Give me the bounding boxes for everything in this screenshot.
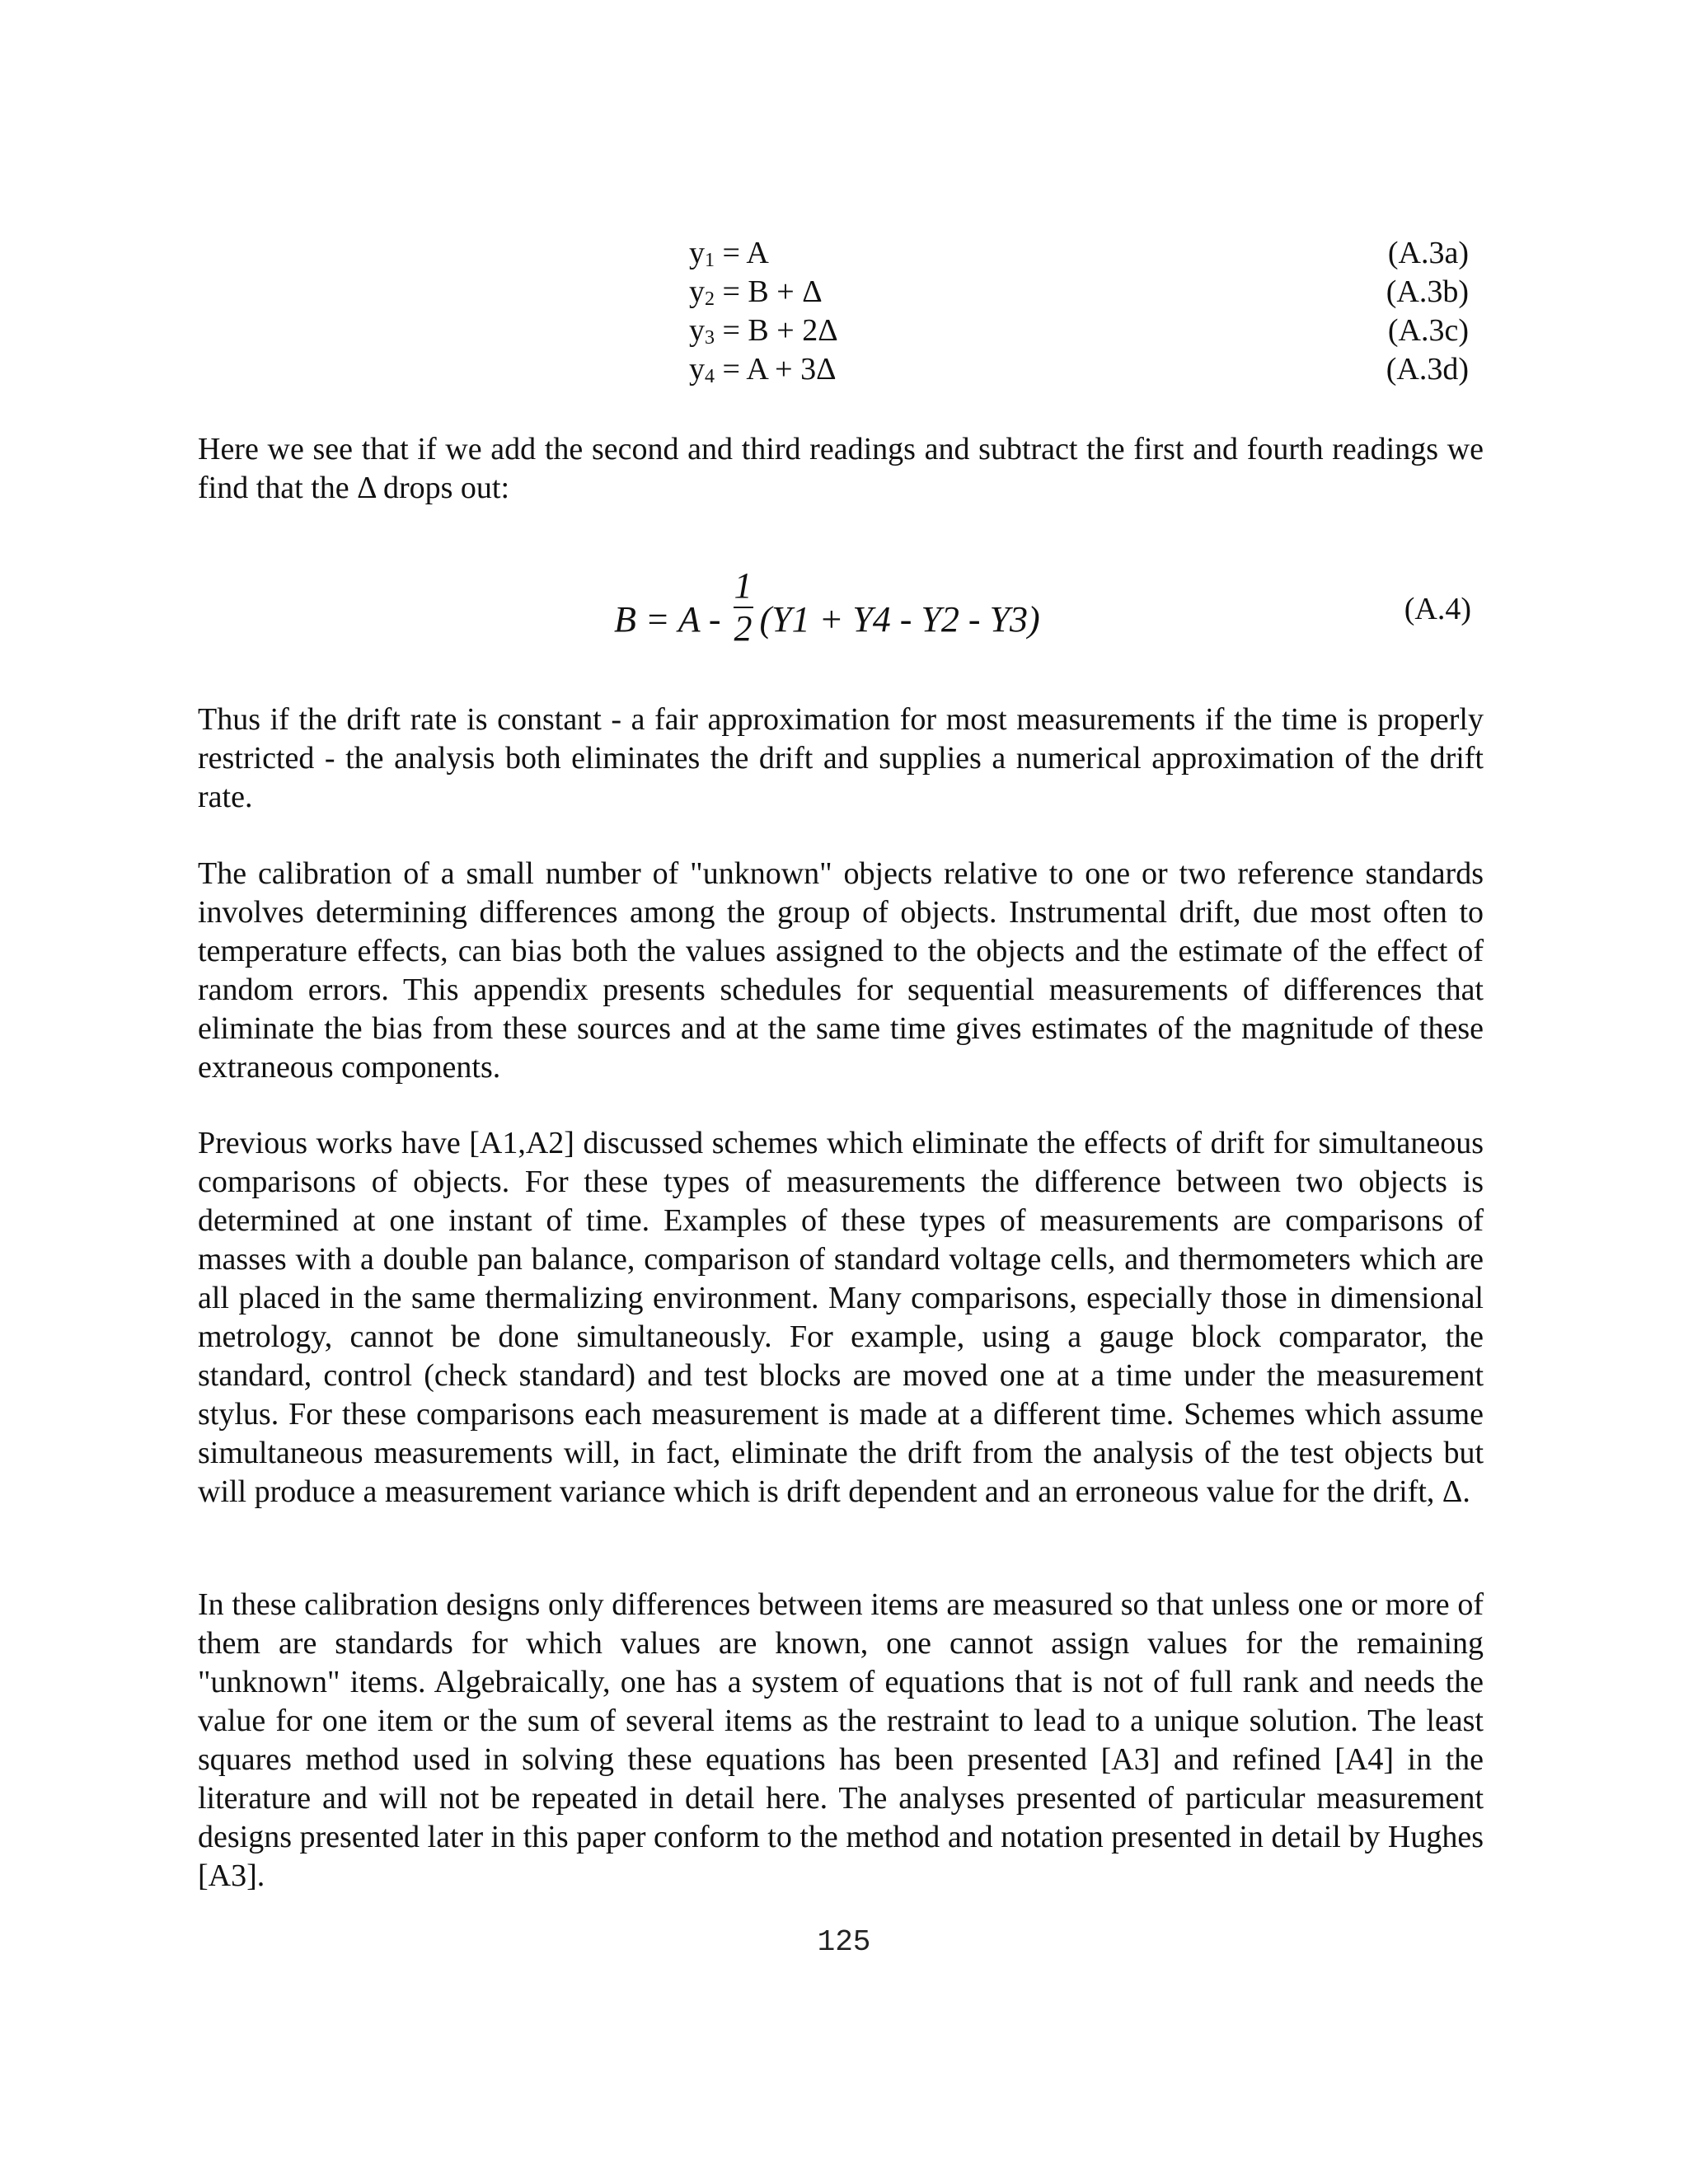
equation-number: (A.3d) bbox=[1386, 352, 1469, 387]
equation-row bbox=[689, 312, 1469, 350]
fraction-one-half: 1 2 bbox=[734, 565, 753, 649]
paragraph-calibration-unknown-objects: The calibration of a small number of "unknown" objects relative to one or two reference standards involves determining differences among the group of objects. Instrumental drift, due most often to temperature effects, can bias both the values assigned to the objects and the estimate of the effect of random errors. This appendix presents schedules for sequential measurements of differences that eliminate the bias from these sources and at the same time gives estimates of the magnitude of these extraneous components. bbox=[198, 856, 1484, 1085]
equation-row bbox=[689, 273, 1469, 312]
equation-row bbox=[689, 350, 1469, 389]
equation-number: (A.3b) bbox=[1386, 274, 1469, 309]
equation-a4-expression: B = A - 1 2 (Y1 + Y4 - Y2 - Y3) bbox=[614, 565, 1040, 649]
paragraph-previous-works: Previous works have [A1,A2] discussed schemes which eliminate the effects of drift for simultaneous comparisons of objects. For these types of measurements the difference between two objects is determined at one instant of time. Examples of these types of measurements are comparisons of masses with a double pan balance, comparison of standard voltage cells, and thermometers which are all placed in the same thermalizing environment. Many comparisons, especially those in dimensional metrology, cannot be done simultaneously. For example, using a gauge block comparator, the standard, control (check standard) and test blocks are moved one at a time under the measurement stylus. For these comparisons each measurement is made at a different time. Schemes which assume simultaneous measurements will, in fact, eliminate the drift from the analysis of the test objects but will produce a measurement variance which is drift dependent and an erroneous value for the drift, Δ. bbox=[198, 1126, 1484, 1509]
equation-number: (A.3a) bbox=[1387, 236, 1469, 270]
equation-expression: $y_4 = A + 3\Delta$ bbox=[689, 352, 837, 387]
paragraph-delta-drops-out: Here we see that if we add the second and third readings and subtract the first and fourth readings we find that the Δ drops out: bbox=[198, 432, 1484, 505]
equation-expression: $y_1 = A$ bbox=[689, 236, 769, 271]
equation-expression: $y_2 = B + \Delta$ bbox=[689, 274, 823, 310]
paragraph-calibration-designs: In these calibration designs only differences between items are measured so that unless one or more of them are standards for which values are known, one cannot assign values for the remaining "unknown" items. Algebraically, one has a system of equations that is not of full rank and needs the value for one item or the sum of several items as the restraint to lead to a unique solution. The least squares method used in solving these equations has been presented [A3] and refined [A4] in the literature and will not be repeated in detail here. The analyses presented of particular measurement designs presented later in this paper conform to the method and notation presented in detail by Hughes [A3]. bbox=[198, 1587, 1484, 1893]
paragraph-drift-rate: Thus if the drift rate is constant - a fair approximation for most measurements if the time is properly restricted - the analysis both eliminates the drift and supplies a numerical approximation of the drift rate. bbox=[198, 702, 1484, 814]
equation-number: (A.3c) bbox=[1387, 313, 1469, 348]
page-number: 125 bbox=[817, 1925, 871, 1959]
equation-row bbox=[689, 234, 1469, 273]
equation-expression: $y_3 = B + 2\Delta$ bbox=[689, 313, 838, 349]
equation-number: (A.4) bbox=[1404, 592, 1471, 626]
equation-a4 bbox=[614, 565, 1471, 669]
equation-block-a3 bbox=[689, 234, 1469, 389]
